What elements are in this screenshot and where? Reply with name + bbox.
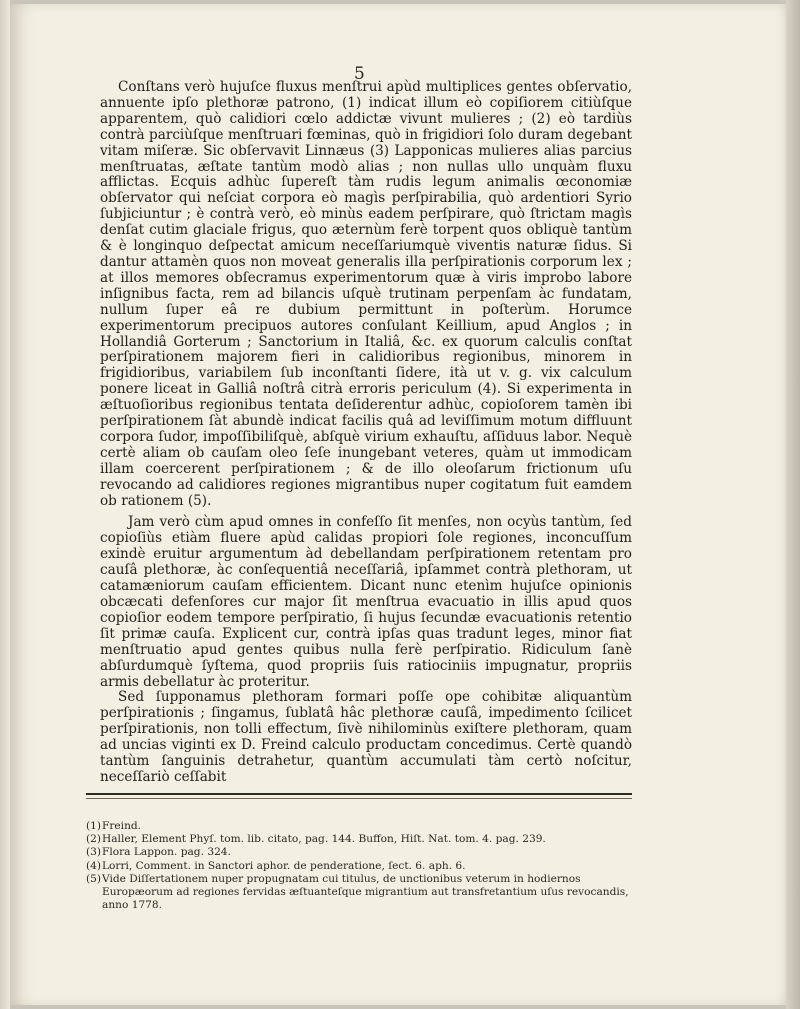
footnote bbox=[86, 860, 632, 873]
page-edge-right bbox=[786, 0, 800, 1009]
footnote-number: (1) bbox=[86, 820, 102, 832]
footnote-number: (5) bbox=[86, 872, 102, 885]
page-number: 5 bbox=[354, 64, 365, 84]
footnote bbox=[86, 846, 632, 859]
page-gutter-left bbox=[0, 0, 10, 1009]
footnotes bbox=[86, 820, 632, 912]
paragraph: Conſtans verò hujuſce fluxus menſtrui apùd multiplices gentes obſervatio, annuente ipſo plethoræ patrono, (1) indicat illum eò copiſiorem citiùſque apparentem, quò calidiori cœlo addictæ vivunt mulieres ; (2) eò tardiùs contrà parciùſque menſtruari fœminas, quò in frigidiori ſolo duram degebant vitam miſeræ. Sic obſervavit Linnæus (3) Lapponicas mulieres alias parcius menſtruatas, æſtate tantùm modò alias ; non nullas ullo unquàm fluxu afflictas. Ecquis adhùc ſupereſt tàm rudis legum animalis œconomiæ obſervator qui neſciat corpora eò magìs perſpirabilia, quò ardentiori Syrio ſubjiciuntur ; è contrà verò, eò minùs eadem perſpirare, quò ſtrictam magìs denſat cutim glaciale frigus, quo æternùm ferè torpent quos obliquè tantùm & è longinquo deſpectat amicum neceſſariumquè viventis naturæ ſidus. Si dantur attamèn quos non moveat generalis illa perſpirationis corporum lex ; at illos memores obſecramus experimentorum quæ à viris improbo labore inſignibus facta, rem ad bilancis uſquè trutinam perpenſam àc fundatam, nullum ſuper eâ re dubium permittunt in poſterùm. Horumce experimentorum precipuos autores conſulant Keillium, apud Anglos ; in Hollandiâ Gorterum ; Sanctorium in Italiâ, &c. ex quorum calculis conſtat perſpirationem majorem fieri in calidioribus regionibus, minorem in frigidioribus, variabilem ſub inconſtanti ſidere, ità ut v. g. vix calculum ponere liceat in Galliâ noſtrâ citrà erroris periculum (4). Si experimenta in æſtuoſioribus regionibus tentata deſiderentur adhùc, copioſorem tamèn ibi perſpirationem ſàt abundè indicat facilis quâ ad leviſſimum motum diffluunt corpora ſudor, impoſſibiliſquè, abſquè virium exhauſtu, aſſiduus labor. Nequè certè aliam ob cauſam oleo ſeſe inungebant veteres, quàm ut immodicam illam coercerent perſpirationem ; & de illo oleoſarum frictionum uſu revocando ad calidiores regiones migrantibus nuper cogitatum fuit eamdem ob rationem (5). bbox=[100, 79, 632, 509]
footnote bbox=[86, 820, 632, 833]
footnote-number: (4) bbox=[86, 859, 102, 872]
footnote-number: (3) bbox=[86, 846, 102, 859]
footnote-divider-thin bbox=[86, 798, 632, 799]
paragraph: Jam verò cùm apud omnes in confeſſo ſit menſes, non ocyùs tantùm, ſed copioſiùs etiàm fluere apùd calidas propiori ſole regiones, inconcuſſum exindè eruitur argumentum àd debellandam perſpirationem retentam pro cauſâ plethoræ, àc conſequentiâ neceſſariâ, ipſammet contrà plethoram, ut catamæniorum cauſam efficientem. Dicant nunc etenìm hujuſce opinionis obcæcati defenſores cur major ſit menſtrua evacuatio in illis apud quos copioſior eodem tempore perſpiratio, ſi hujus ſecundæ evacuationis retentio ſit primæ cauſa. Explicent cur, contrà ipſas quas tradunt leges, minor fiat menſtruatio apud gentes quibus nulla ferè perſpiratio. Ridiculum ſanè abſurdumquè ſyſtema, quod propriis ſuis ratiociniis impugnatur, propriis armis debellatur àc proteritur. bbox=[100, 514, 632, 690]
footnote-text: Lorri, Comment. in Sanctori aphor. de penderatione, ſect. 6. aph. 6. bbox=[102, 859, 466, 872]
footnote-text: Vide Diſſertationem nuper propugnatam cui titulus, de unctionibus veterum in hodiernos Europæorum ad regiones fervidas æſtuanteſque migrantium aut transfretantium uſus revocandis, anno 1778. bbox=[102, 872, 629, 912]
footnote bbox=[86, 873, 632, 913]
footnote-divider bbox=[86, 793, 632, 795]
footnote-text: Freind. bbox=[102, 820, 142, 832]
footnote-text: Flora Lappon. pag. 324. bbox=[102, 846, 231, 859]
footnote-number: (2) bbox=[86, 833, 102, 846]
body-text bbox=[100, 80, 632, 786]
footnote-text: Haller, Element Phyſ. tom. lib. citato, pag. 144. Buffon, Hiſt. Nat. tom. 4. pag. 239. bbox=[102, 833, 546, 846]
footnote bbox=[86, 833, 632, 846]
paragraph: Sed ſupponamus plethoram formari poſſe ope cohibitæ aliquantùm perſpirationis ; ſingamus, ſublatâ hâc plethoræ cauſâ, impedimento ſcilicet perſpirationis, non tolli effectum, ſivè nihilominùs exiſtere plethoram, quam ad uncias viginti ex D. Freind calculo productam concedimus. Certè quandò tantùm ſanguinis detrahetur, quantùm accumulati tàm certò noſcitur, neceſſariò ceſſabit bbox=[100, 689, 632, 785]
